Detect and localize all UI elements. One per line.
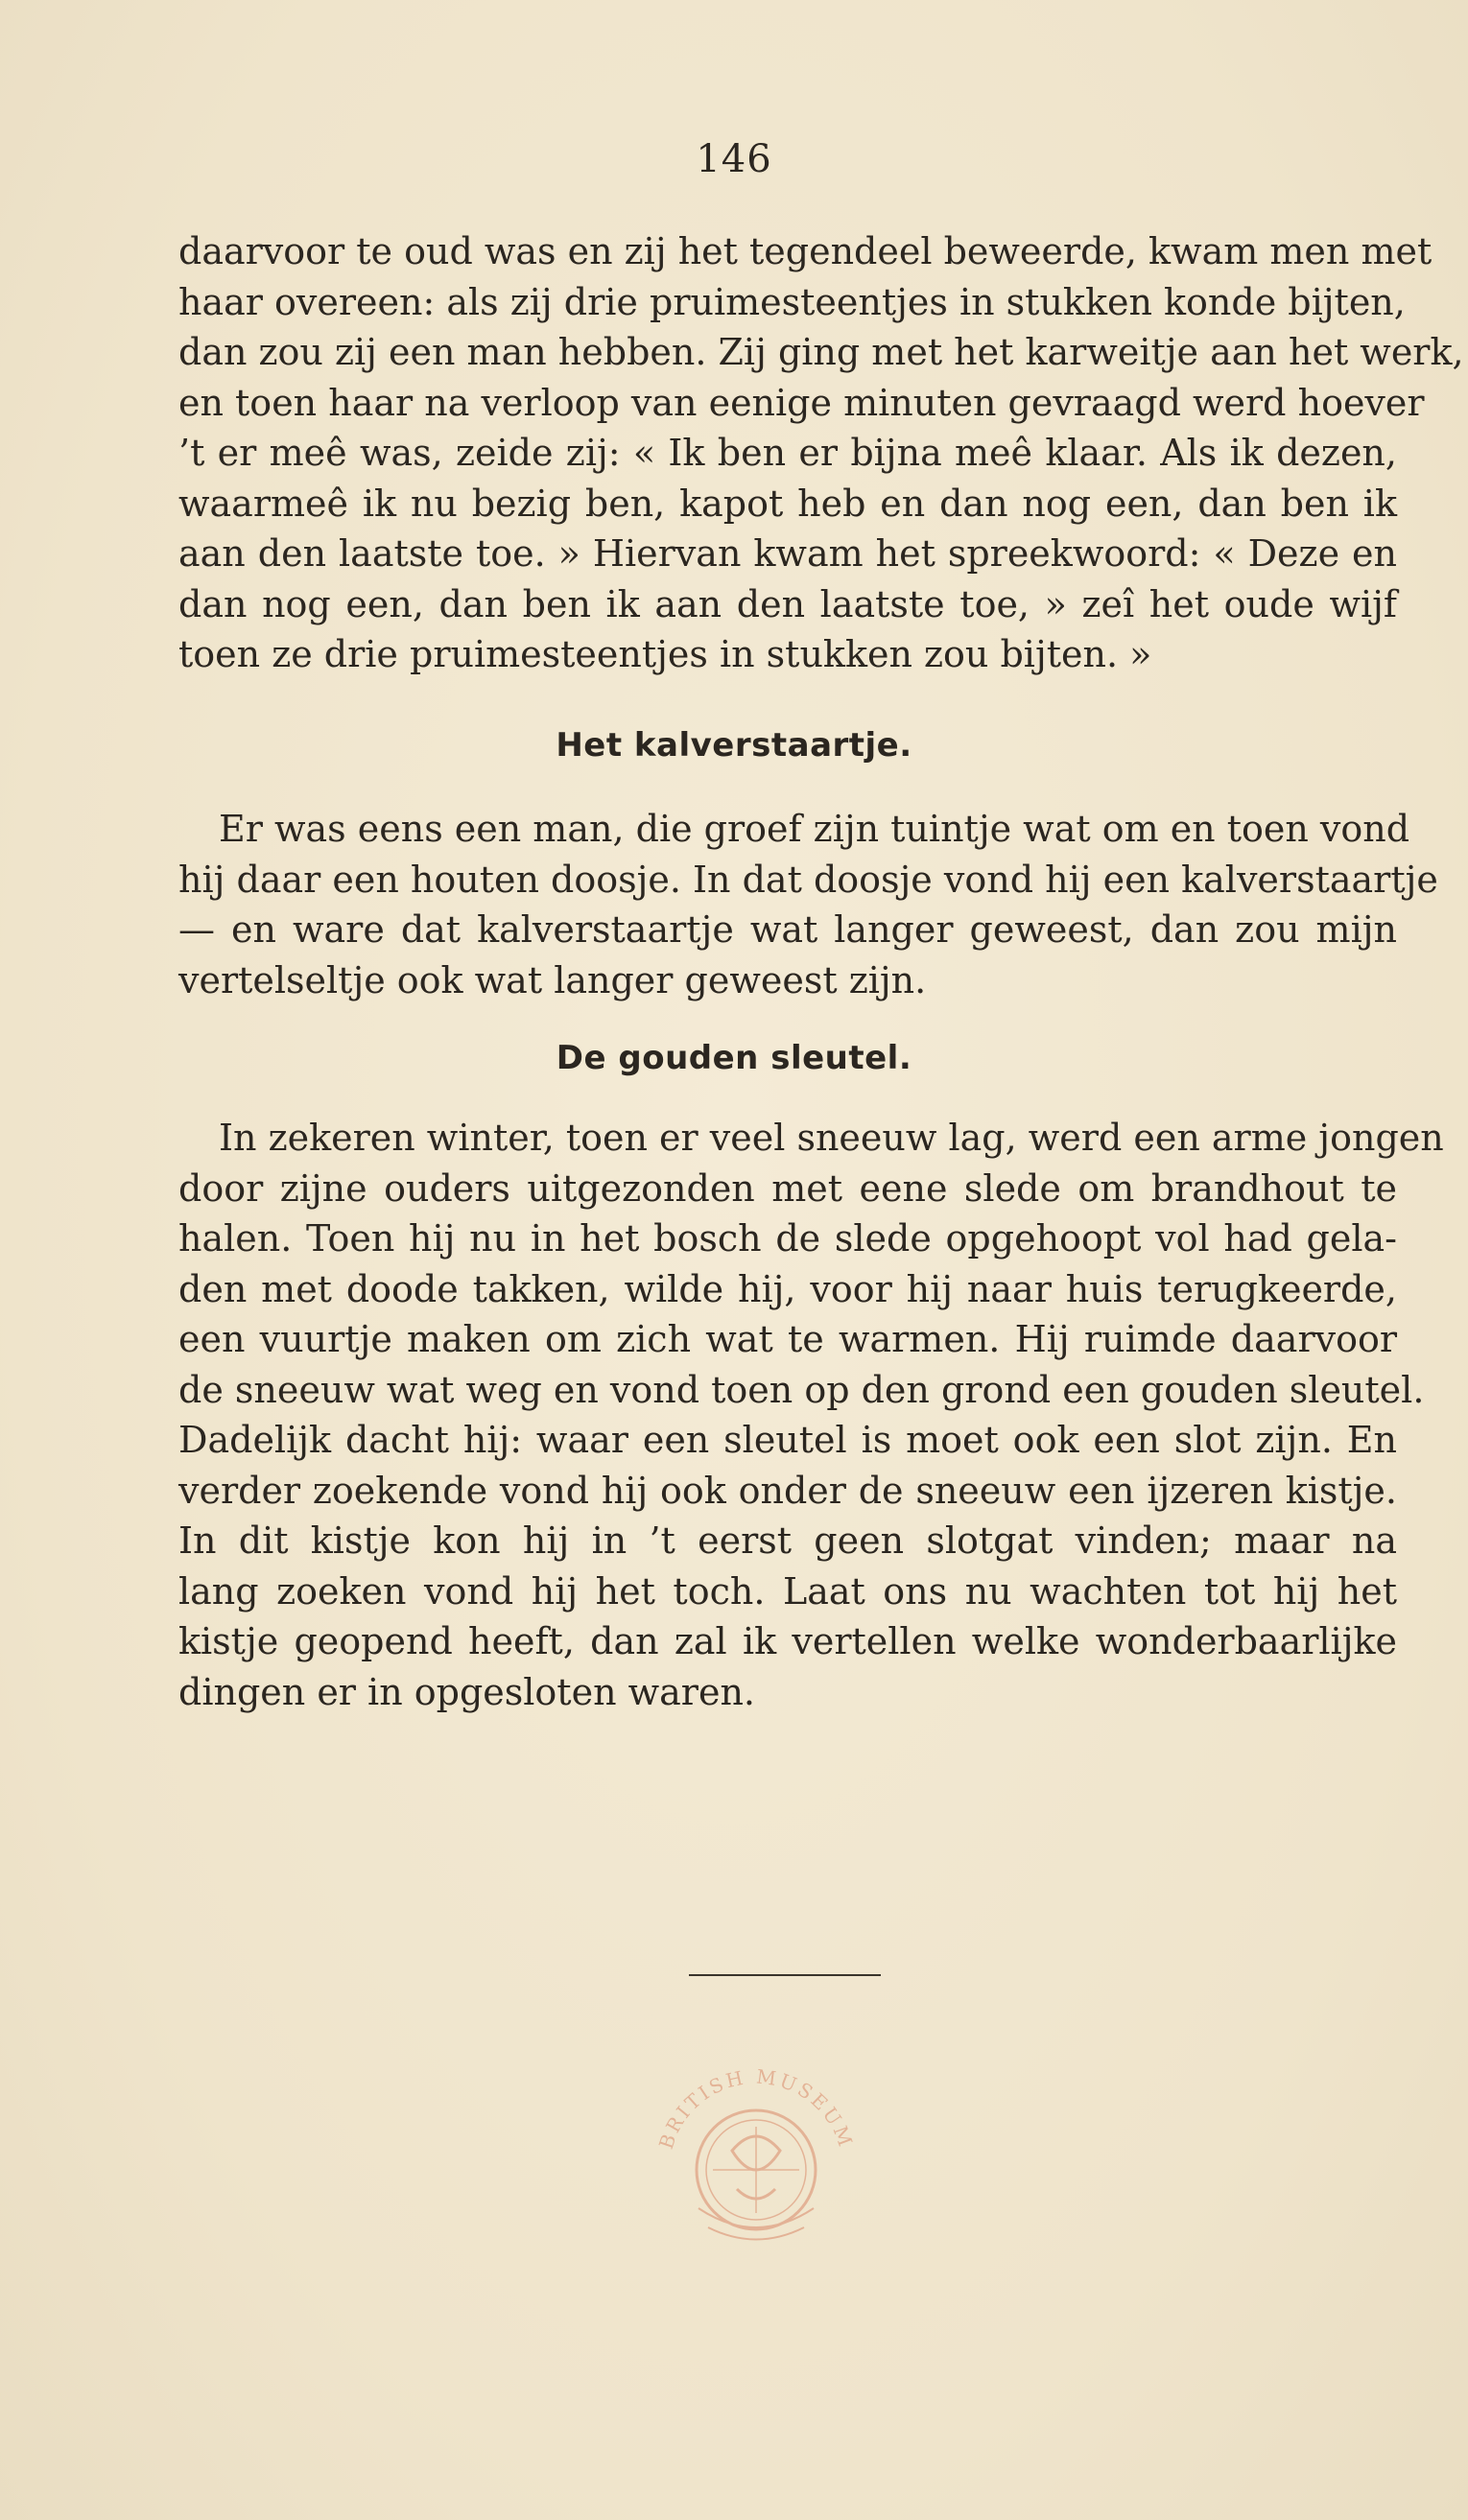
paragraph-continued (178, 226, 1464, 680)
text-line: toen ze drie pruimesteentjes in stukken zou bijten. » (178, 633, 1152, 675)
text-line: den met doode takken, wilde hij, voor hij naar huis terugkeerde, (178, 1267, 1397, 1310)
text-line: dan zou zij een man hebben. Zij ging met het karweitje aan het werk, (178, 331, 1464, 373)
text-line: verder zoekende vond hij ook onder de sneeuw een ijzeren kistje. (178, 1469, 1397, 1512)
text-line: haar overeen: als zij drie pruimesteentjes in stukken konde bijten, (178, 280, 1406, 323)
museum-stamp-icon (641, 2045, 871, 2275)
section-heading-kalverstaartje: Het kalverstaartje. (556, 726, 912, 765)
text-line: en toen haar na verloop van eenige minuten gevraagd werd hoever (178, 381, 1425, 424)
text-line: waarmeê ik nu bezig ben, kapot heb en dan nog een, dan ben ik (178, 482, 1397, 525)
text-line: daarvoor te oud was en zij het tegendeel beweerde, kwam men met (178, 230, 1432, 272)
text-line: door zijne ouders uitgezonden met eene slede om brandhout te (178, 1166, 1397, 1210)
page-number: 146 (696, 137, 772, 181)
text-line: aan den laatste toe. » Hiervan kwam het spreekwoord: « Deze en (178, 532, 1397, 575)
text-line: In dit kistje kon hij in ’t eerst geen slotgat vinden; maar na (178, 1519, 1397, 1562)
text-line: hij daar een houten doosje. In dat doosje vond hij een kalverstaartje (178, 858, 1438, 901)
text-line: lang zoeken vond hij het toch. Laat ons nu wachten tot hij het (178, 1569, 1397, 1613)
section-heading-gouden-sleutel: De gouden sleutel. (556, 1039, 912, 1077)
end-rule (689, 1974, 881, 1976)
text-line: Dadelijk dacht hij: waar een sleutel is moet ook een slot zijn. En (178, 1419, 1397, 1461)
text-line: ’t er meê was, zeide zij: « Ik ben er bijna meê klaar. Als ik dezen, (178, 432, 1397, 474)
text-line: — en ware dat kalverstaartje wat langer geweest, dan zou mijn (178, 908, 1397, 951)
paragraph-kalverstaartje (178, 804, 1438, 1005)
text-line: een vuurtje maken om zich wat te warmen. Hij ruimde daarvoor (178, 1318, 1397, 1360)
text-line: Er was eens een man, die groef zijn tuintje wat om en toen vond (219, 808, 1410, 850)
svg-text:BRITISH MUSEUM: BRITISH MUSEUM (653, 2064, 859, 2153)
text-line: halen. Toen hij nu in het bosch de slede opgehoopt vol had gela- (178, 1217, 1397, 1260)
text-line: vertelseltje ook wat langer geweest zijn. (178, 958, 927, 1001)
paragraph-gouden-sleutel (178, 1113, 1444, 1717)
text-line: dingen er in opgesloten waren. (178, 1670, 756, 1713)
text-line: In zekeren winter, toen er veel sneeuw lag, werd een arme jongen (219, 1117, 1444, 1159)
text-line: dan nog een, dan ben ik aan den laatste toe, » zeî het oude wijf (178, 582, 1397, 625)
text-line: de sneeuw wat weg en vond toen op den grond een gouden sleutel. (178, 1368, 1425, 1411)
text-line: kistje geopend heeft, dan zal ik vertellen welke wonderbaarlijke (178, 1620, 1397, 1662)
